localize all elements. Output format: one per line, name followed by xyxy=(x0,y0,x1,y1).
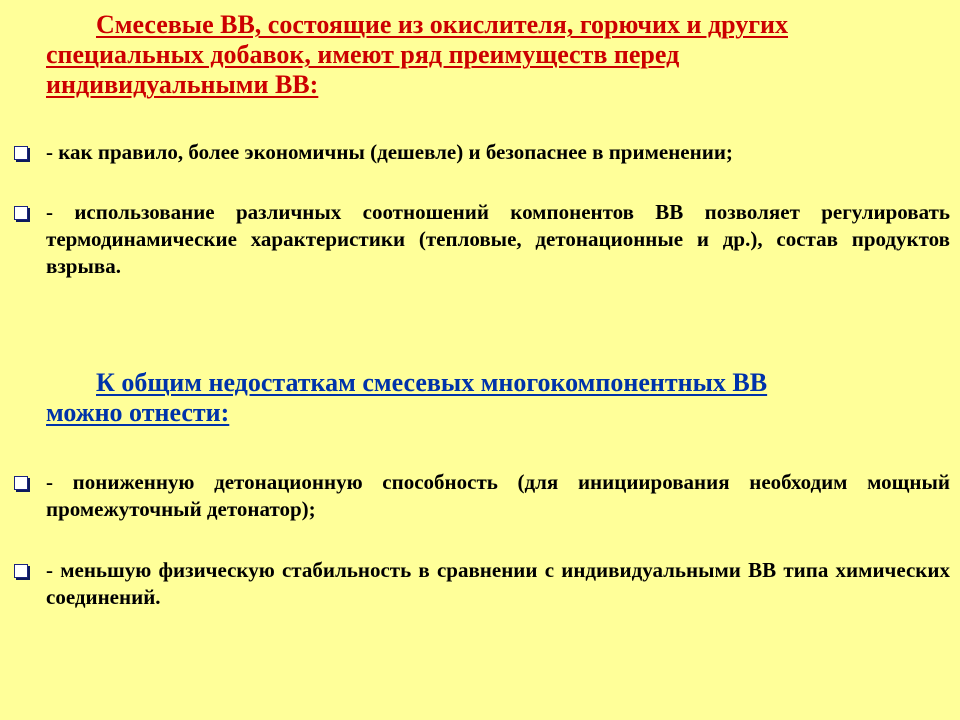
disadvantages-heading-line-2: можно отнести: xyxy=(46,398,230,427)
advantages-heading xyxy=(46,10,946,100)
advantages-heading-line-3: индивидуальными ВВ: xyxy=(46,70,319,99)
disadvantage-item-text: - меньшую физическую стабильность в сравнении с индивидуальными ВВ типа химических соединений. xyxy=(46,558,950,609)
disadvantages-heading xyxy=(46,368,950,428)
hollow-square-bullet-icon xyxy=(14,206,28,220)
advantages-heading-line-2: специальных добавок, имеют ряд преимуществ перед xyxy=(46,40,680,69)
hollow-square-bullet-icon xyxy=(14,146,28,160)
disadvantages-heading-line-1: К общим недостаткам смесевых многокомпонентных ВВ xyxy=(96,368,768,397)
advantage-item-text: - как правило, более экономичны (дешевле) и безопаснее в применении; xyxy=(46,140,733,164)
disadvantage-item-text: - пониженную детонационную способность (для инициирования необходим мощный промежуточный детонатор); xyxy=(46,470,950,521)
advantages-heading-line-1: Смесевые ВВ, состоящие из окислителя, горючих и других xyxy=(96,10,788,39)
advantage-item-text: - использование различных соотношений компонентов ВВ позволяет регулировать термодинамические характеристики (тепловые, детонационные и др.), состав продуктов взрыва. xyxy=(46,200,950,278)
hollow-square-bullet-icon xyxy=(14,476,28,490)
hollow-square-bullet-icon xyxy=(14,564,28,578)
